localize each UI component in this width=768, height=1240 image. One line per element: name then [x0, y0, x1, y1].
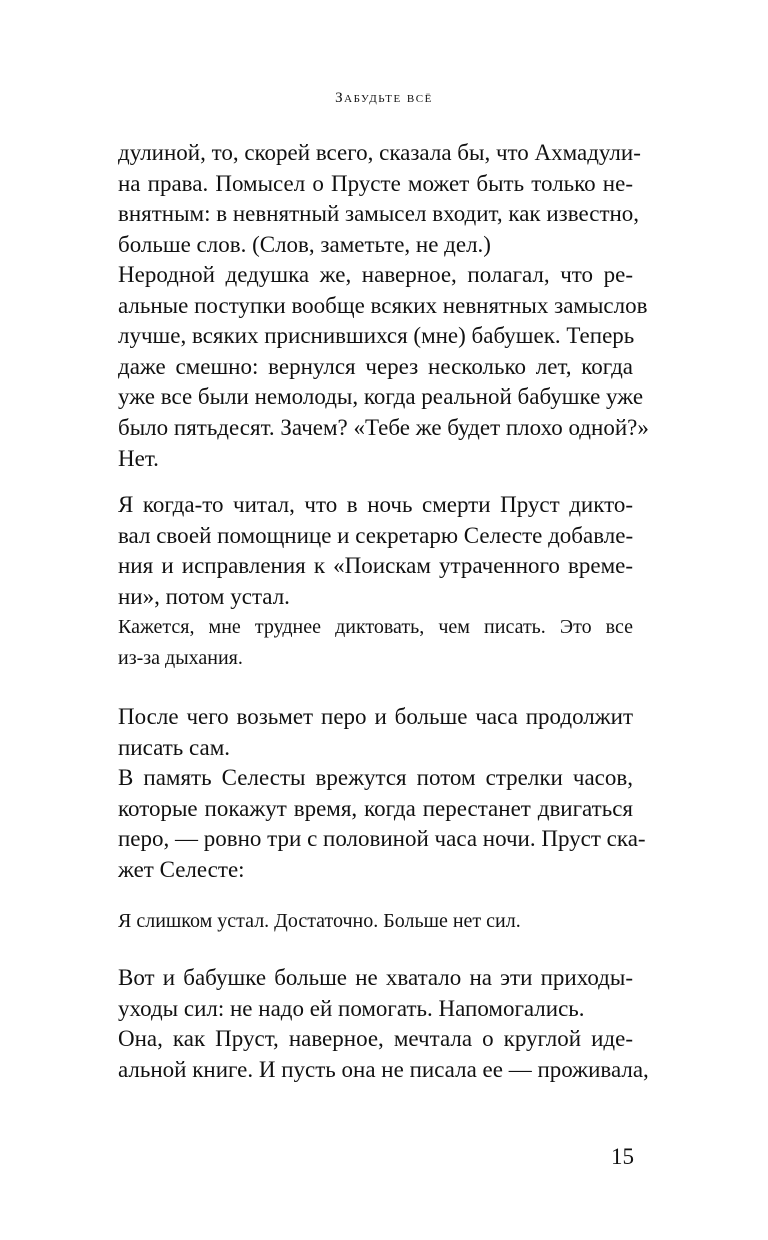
text-line: даже смешно: вернулся через несколько лет, когда — [118, 353, 633, 379]
paragraph-continuation — [118, 138, 641, 260]
quote-dictation — [118, 612, 633, 673]
quote-line: из-за дыхания. — [118, 646, 243, 669]
text-line: писать сам. — [118, 734, 231, 760]
text-line: альной книге. И пусть она не писала ее — проживала, — [118, 1056, 649, 1082]
paragraph-no — [118, 444, 633, 475]
text-line: Неродной дедушка же, наверное, полагал, что ре- — [118, 262, 633, 287]
text-line: Вот и бабушке больше не хватало на эти приходы- — [118, 965, 633, 990]
text-line: которые покажут время, когда перестанет двигаться — [118, 795, 633, 821]
text-line: ни», потом устал. — [118, 583, 290, 609]
running-title: Забудьте всё — [335, 90, 433, 106]
text-line: альные поступки вообще всяких невнятных замыслов — [118, 292, 648, 318]
text-line: было пятьдесят. Зачем? «Тебе же будет плохо одной?» — [118, 414, 649, 440]
paragraph-proust-dictation — [118, 490, 633, 612]
text-line: лучше, всяких приснившихся (мне) бабушек. Теперь — [118, 323, 635, 349]
paragraph-grandmother — [118, 963, 633, 1024]
quote-line: Я слишком устал. Достаточно. Больше нет сил. — [118, 910, 521, 932]
text-line: уходы сил: не надо ей помогать. Напомогались. — [118, 995, 585, 1021]
text-line: жет Селесте: — [118, 856, 245, 882]
text-line: вал своей помощнице и секретарю Селесте добавле- — [118, 522, 634, 548]
text-line: В память Селесты врежутся потом стрелки часов, — [118, 765, 633, 790]
text-line: больше слов. (Слов, заметьте, не дел.) — [118, 231, 491, 257]
text-line: Я когда-то читал, что в ночь смерти Пруст дикто- — [118, 492, 633, 517]
paragraph-celeste-clock — [118, 763, 646, 885]
text-line: Нет. — [118, 446, 159, 471]
quote-tired — [118, 906, 633, 937]
quote-line: Кажется, мне труднее диктовать, чем писать. Это все — [118, 616, 633, 638]
text-line: После чего возьмет перо и больше часа продолжит — [118, 704, 633, 729]
paragraph-pen — [118, 702, 633, 763]
text-line: уже все были немолоды, когда реальной бабушке уже — [118, 384, 644, 410]
text-line: дулиной, то, скорей всего, сказала бы, что Ахмадули- — [118, 140, 641, 165]
paragraph-grandfather — [118, 260, 649, 444]
text-line: ния и исправления к «Поискам утраченного време- — [118, 553, 633, 579]
text-line: внятным: в невнятный замысел входит, как известно, — [118, 201, 640, 227]
paragraph-ideal-book — [118, 1024, 649, 1085]
text-line: перо, — ровно три с половиной часа ночи. Пруст ска- — [118, 826, 646, 852]
text-line: на права. Помысел о Прусте может быть только не- — [118, 170, 633, 196]
page-number: 15 — [611, 1144, 634, 1169]
text-line: Она, как Пруст, наверное, мечтала о круглой иде- — [118, 1026, 633, 1051]
